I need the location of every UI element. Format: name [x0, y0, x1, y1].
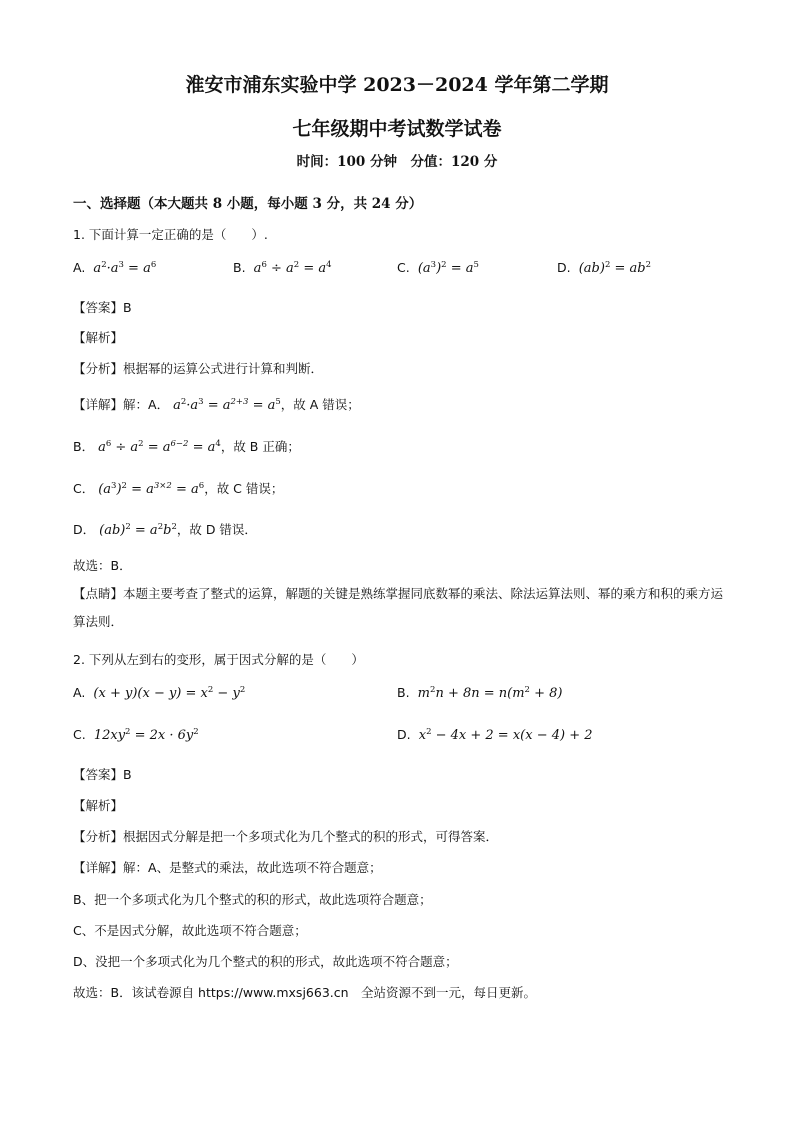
detail-prefix: D． [73, 522, 96, 537]
q2-detail-c: C、不是因式分解，故此选项不符合题意； [73, 923, 307, 938]
detail-suffix: ，故 C 错误； [204, 481, 284, 496]
option-label: B. [397, 685, 410, 700]
detail-prefix: B． [73, 439, 95, 454]
point-text: 本题主要考查了整式的运算，解题的关键是熟练掌握同底数幂的乘法、除法运算法则、幂的乘方和积的乘方运算法则． [73, 586, 724, 629]
q1-point [73, 580, 733, 636]
exam-title-line2: 七年级期中考试数学试卷 [292, 118, 502, 140]
q2-answer [73, 765, 132, 783]
q2-option-d-formula: $x^2 - 4x + 2 = x(x - 4) + 2$ [414, 727, 593, 743]
option-label: A. [73, 685, 86, 700]
option-label: B. [233, 260, 246, 275]
section-heading: 一、选择题（本大题共 8 小题，每小题 3 分，共 24 分） [73, 196, 423, 212]
q1-option-b-formula: $a^6 \div a^2 = a^4$ [249, 260, 332, 276]
q1-jiexi: 【解析】 [73, 330, 124, 345]
detail-tag: 【详解】 [73, 397, 124, 412]
point-tag: 【点睛】 [73, 586, 124, 601]
q2-choose: 故选：B．该试卷源自 https://www.mxsj663.cn 全站资源不到一元，每日更新。 [73, 985, 537, 1000]
q1-detail-b [73, 437, 300, 455]
analysis-text: 根据幂的运算公式进行计算和判断． [123, 361, 324, 376]
q1-option-a-formula: $a^2\cdot a^3 = a^6$ [89, 260, 157, 276]
detail-suffix: ，故 A 错误； [280, 397, 360, 412]
q1-option-b [233, 260, 332, 276]
exam-meta: 时间：100 分钟 分值：120 分 [296, 154, 498, 170]
q1-option-c [397, 260, 479, 276]
detail-suffix: ，故 B 正确； [220, 439, 300, 454]
q1-detail-d-formula: $(ab)^2 = a^2b^2$ [99, 522, 177, 538]
option-label: C. [73, 727, 86, 742]
option-label: D. [397, 727, 411, 742]
q2-option-b-formula: $m^2n + 8n = n(m^2 + 8)$ [413, 685, 563, 701]
analysis-text: 根据因式分解是把一个多项式化为几个整式的积的形式，可得答案． [123, 829, 499, 844]
option-label: A. [73, 260, 86, 275]
q2-detail-a [73, 858, 382, 876]
q1-option-a [73, 260, 156, 276]
q1-detail-a-formula: $a^2\cdot a^3 = a^{2+3} = a^5$ [173, 397, 281, 413]
q1-detail-d [73, 520, 257, 538]
detail-text: 解：A、是整式的乘法，故此选项不符合题意； [123, 860, 382, 875]
answer-tag: 【答案】 [73, 767, 124, 782]
q2-option-c [73, 727, 199, 743]
q2-analysis [73, 827, 498, 845]
answer-value: B [123, 300, 132, 315]
exam-title-line1: 淮安市浦东实验中学 2023－2024 学年第二学期 [185, 74, 609, 96]
q1-answer [73, 298, 132, 316]
q1-choose: 故选：B． [73, 558, 132, 573]
q2-detail-b: B、把一个多项式化为几个整式的积的形式，故此选项符合题意； [73, 892, 432, 907]
q2-detail-d: D、没把一个多项式化为几个整式的积的形式，故此选项不符合题意； [73, 954, 458, 969]
q2-option-b [397, 685, 562, 701]
detail-intro: 解：A． [123, 397, 170, 412]
q2-option-c-formula: $12xy^2 = 2x \cdot 6y^2$ [89, 727, 199, 743]
q1-stem: 1. 下面计算一定正确的是（ ）. [73, 227, 268, 242]
q1-detail-c [73, 479, 283, 497]
q1-detail-a [73, 395, 360, 413]
analysis-tag: 【分析】 [73, 361, 124, 376]
q1-detail-c-formula: $(a^3)^2 = a^{3\times 2} = a^6$ [98, 481, 205, 497]
q1-analysis [73, 359, 323, 377]
answer-value: B [123, 767, 132, 782]
detail-tag: 【详解】 [73, 860, 124, 875]
q2-option-a [73, 685, 245, 701]
q2-jiexi: 【解析】 [73, 798, 124, 813]
option-label: C. [397, 260, 410, 275]
analysis-tag: 【分析】 [73, 829, 124, 844]
q2-stem: 2. 下列从左到右的变形，属于因式分解的是（ ） [73, 652, 364, 667]
detail-prefix: C． [73, 481, 95, 496]
detail-suffix: ，故 D 错误． [176, 522, 257, 537]
q2-option-a-formula: $(x + y)(x - y) = x^2 - y^2$ [89, 685, 246, 701]
q1-option-c-formula: $(a^3)^2 = a^5$ [413, 260, 479, 276]
q1-detail-b-formula: $a^6 \div a^2 = a^{6-2} = a^4$ [98, 439, 221, 455]
q1-option-d-formula: $(ab)^2 = ab^2$ [574, 260, 652, 276]
answer-tag: 【答案】 [73, 300, 124, 315]
q2-option-d [397, 727, 593, 743]
q1-option-d [557, 260, 651, 276]
option-label: D. [557, 260, 571, 275]
